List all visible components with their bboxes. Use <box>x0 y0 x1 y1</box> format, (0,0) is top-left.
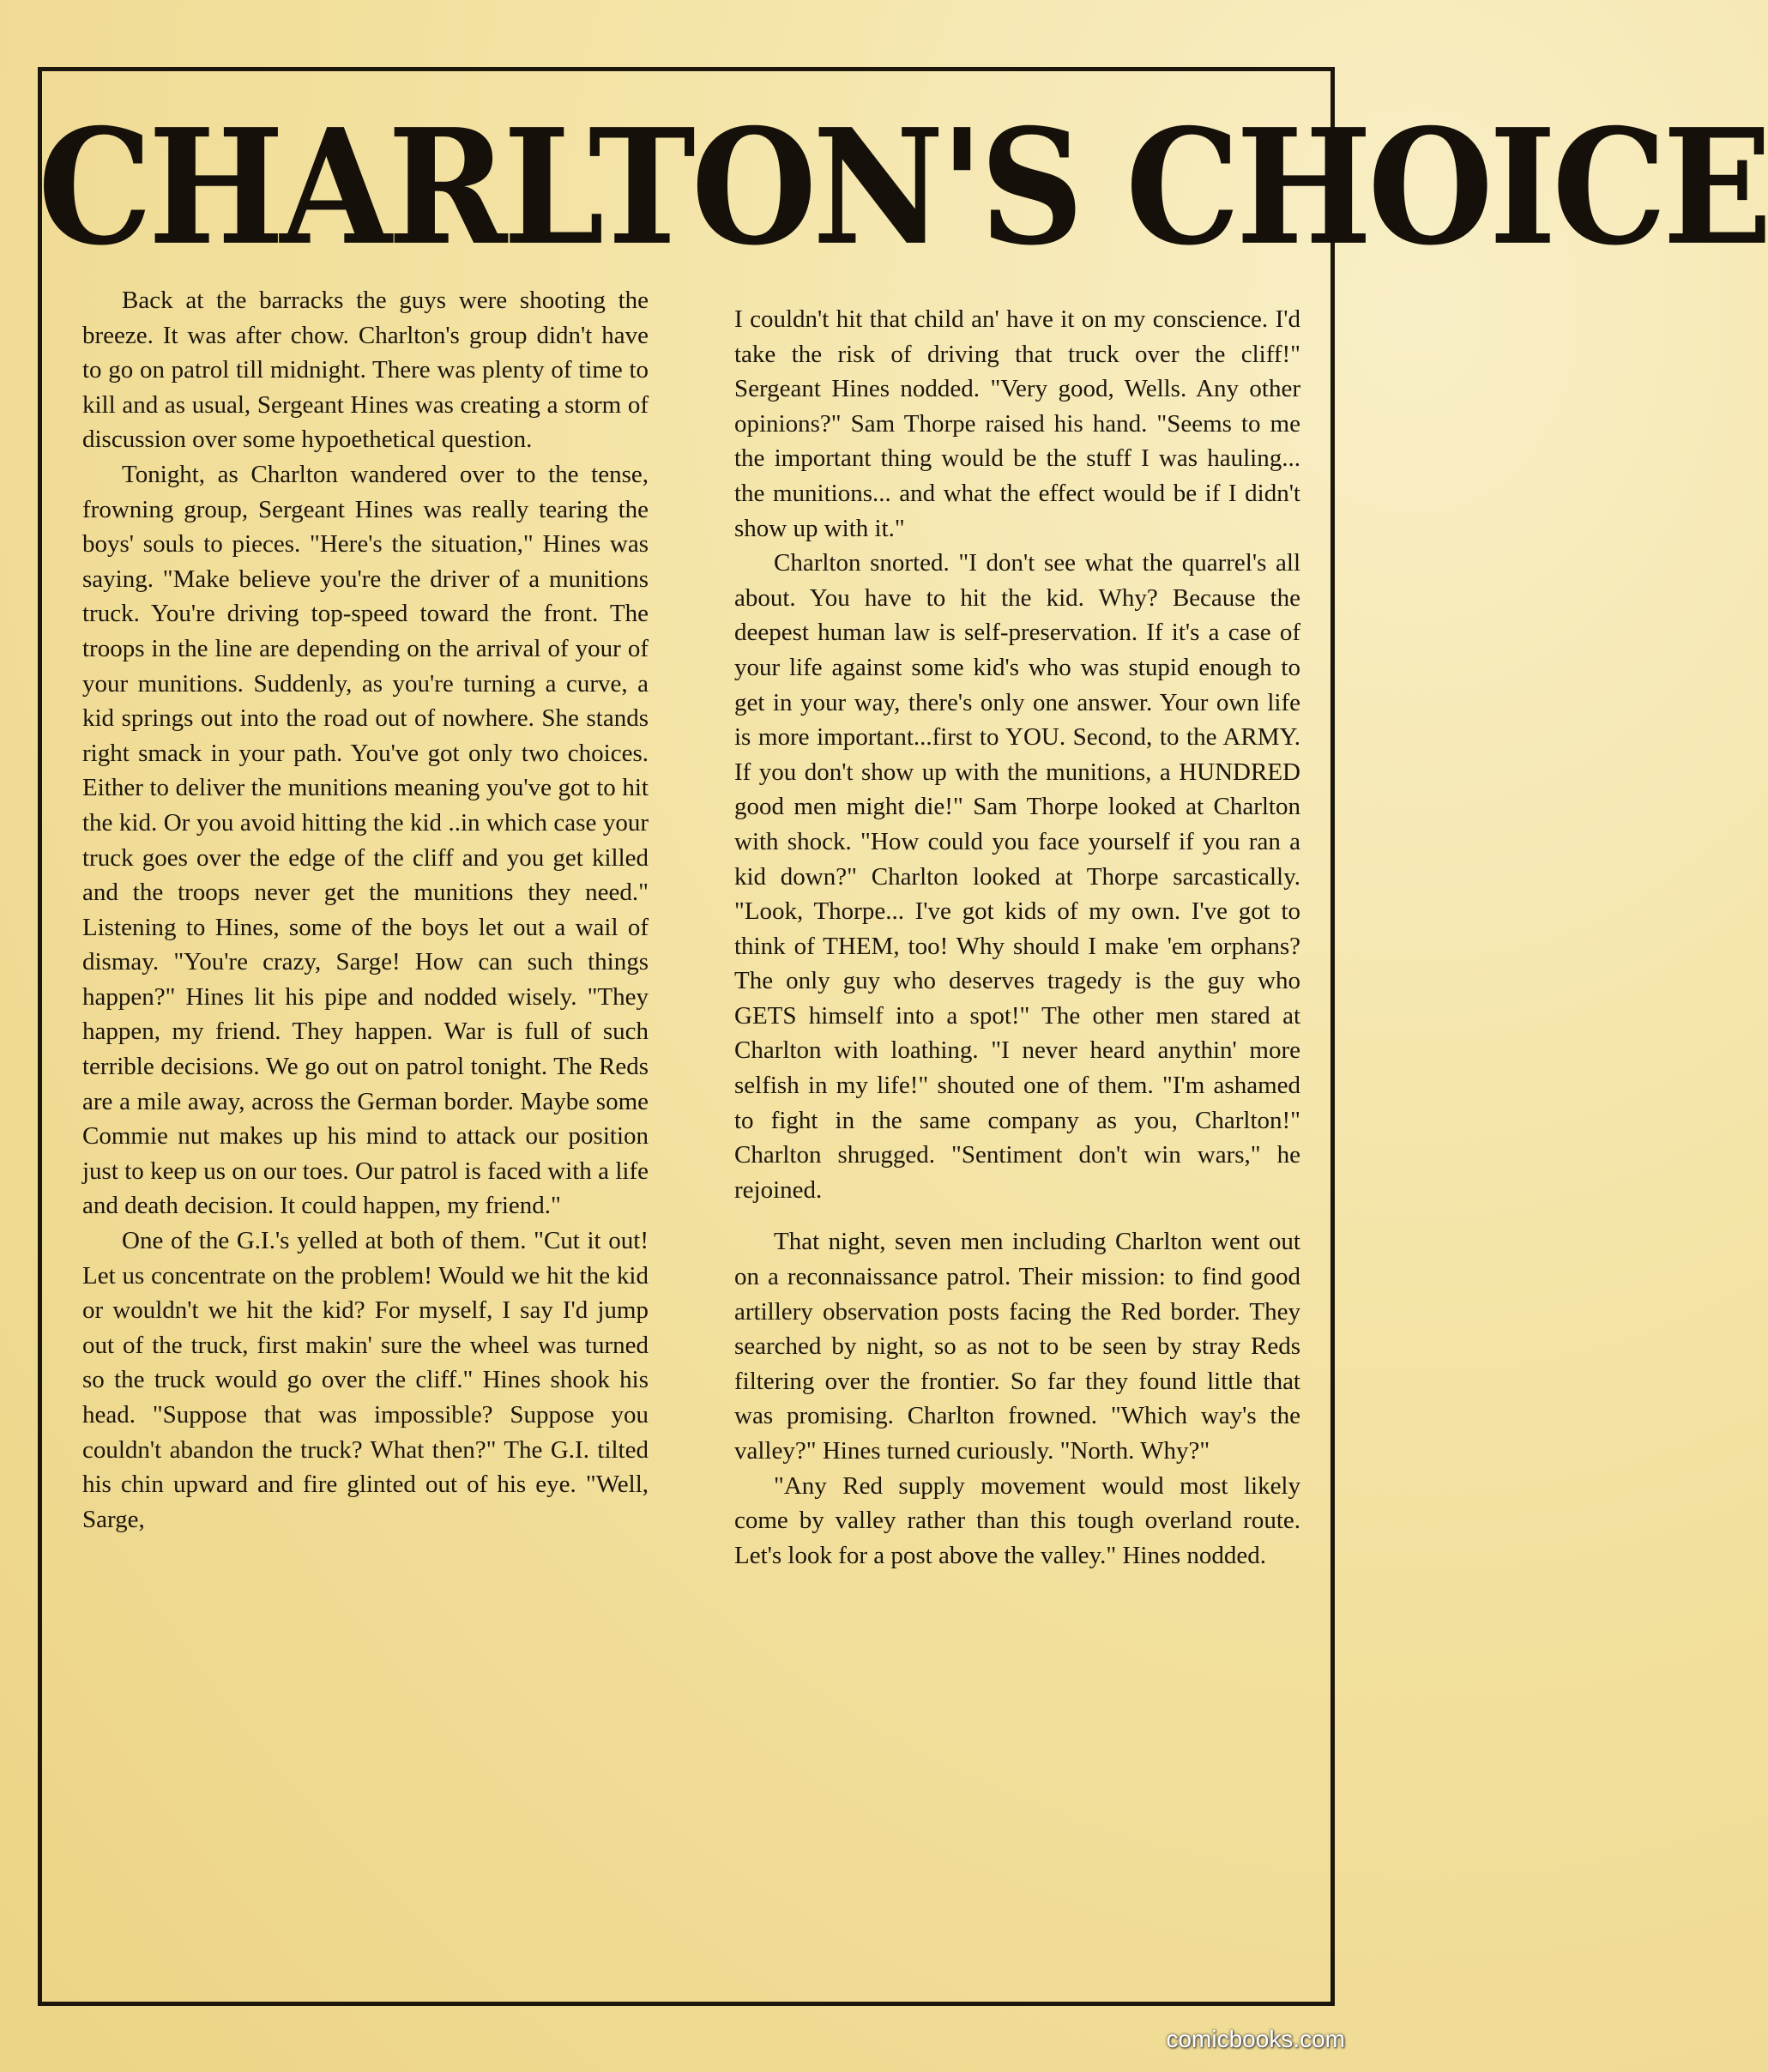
paragraph: That night, seven men including Charlton went out on a reconnaissance patrol. Their mission: to find good artillery observation posts facing the Red border. They searched by night, so as not to be seen by stray Reds filtering over the frontier. So far they found little that was promising. Charlton frowned. "Which way's the valley?" Hines turned curiously. "North. Why?" <box>734 1228 1300 1465</box>
paragraph: I couldn't hit that child an' have it on my conscience. I'd take the risk of driving that truck over the cliff!" Sergeant Hines nodded. "Very good, Wells. Any other opinions?" Sam Thorpe raised his hand. "Seems to me the important thing would be the stuff I was hauling... the munitions... and what the effect would be if I didn't show up with it." <box>734 305 1300 542</box>
paragraph: "Any Red supply movement would most likely come by valley rather than this tough overland route. Let's look for a post above the valley." Hines nodded. <box>734 1471 1300 1569</box>
paragraph: One of the G.I.'s yelled at both of them. "Cut it out! Let us concentrate on the problem! Would we hit the kid or wouldn't we hit the kid? For myself, I say I'd jump out of the truck, first makin' sure the wheel was turned so the truck would go over the cliff." Hines shook his head. "Suppose that was impossible? Suppose you couldn't abandon the truck? What then?" The G.I. tilted his chin upward and fire glinted out of his eye. "Well, Sarge, <box>82 1227 649 1533</box>
paragraph: Charlton snorted. "I don't see what the quarrel's all about. You have to hit the kid. Why? Because the deepest human law is self-preservation. If it's a case of your life against some kid's who was stupid enough to get in your way, there's only one answer. Your own life is more important...first to YOU. Second, to the ARMY. If you don't show up with the munitions, a HUNDRED good men might die!" Sam Thorpe looked at Charlton with shock. "How could you face yourself if you ran a kid down?" Charlton looked at Thorpe sarcastically. "Look, Thorpe... I've got kids of my own. I've got to think of THEM, too! Why should I make 'em orphans? The only guy who deserves tragedy is the guy who GETS himself into a spot!" The other men stared at Charlton with loathing. "I never heard anythin' more selfish in my life!" shouted one of them. "I'm ashamed to fight in the same company as you, Charlton!" Charlton shrugged. "Sentiment don't win wars," he rejoined. <box>734 549 1300 1204</box>
paragraph: Back at the barracks the guys were shooting the breeze. It was after chow. Charlton's group didn't have to go on patrol till midnight. There was plenty of time to kill and as usual, Sergeant Hines was creating a storm of discussion over some hypoethetical question. <box>82 287 649 454</box>
text-column-right <box>734 302 1300 2009</box>
watermark-url: comicbooks.com <box>1166 2026 1345 2052</box>
story-title: CHARLTON'S CHOICE <box>38 94 1768 281</box>
text-column-left <box>82 283 649 1990</box>
paragraph: Tonight, as Charlton wandered over to the tense, frowning group, Sergeant Hines was really tearing the boys' souls to pieces. "Here's the situation," Hines was saying. "Make believe you're the driver of a munitions truck. You're driving top-speed toward the front. The troops in the line are depending on the arrival of your of your munitions. Suddenly, as you're turning a curve, a kid springs out into the road out of nowhere. She stands right smack in your path. You've got only two choices. Either to deliver the munitions meaning you've got to hit the kid. Or you avoid hitting the kid ..in which case your truck goes over the edge of the cliff and you get killed and the troops never get the munitions they need." Listening to Hines, some of the boys let out a wail of dismay. "You're crazy, Sarge! How can such things happen?" Hines lit his pipe and nodded wisely. "They happen, my friend. They happen. War is full of such terrible decisions. We go out on patrol tonight. The Reds are a mile away, across the German border. Maybe some Commie nut makes up his mind to attack our position just to keep us on our toes. Our patrol is faced with a life and death decision. It could happen, my friend." <box>82 460 649 1220</box>
